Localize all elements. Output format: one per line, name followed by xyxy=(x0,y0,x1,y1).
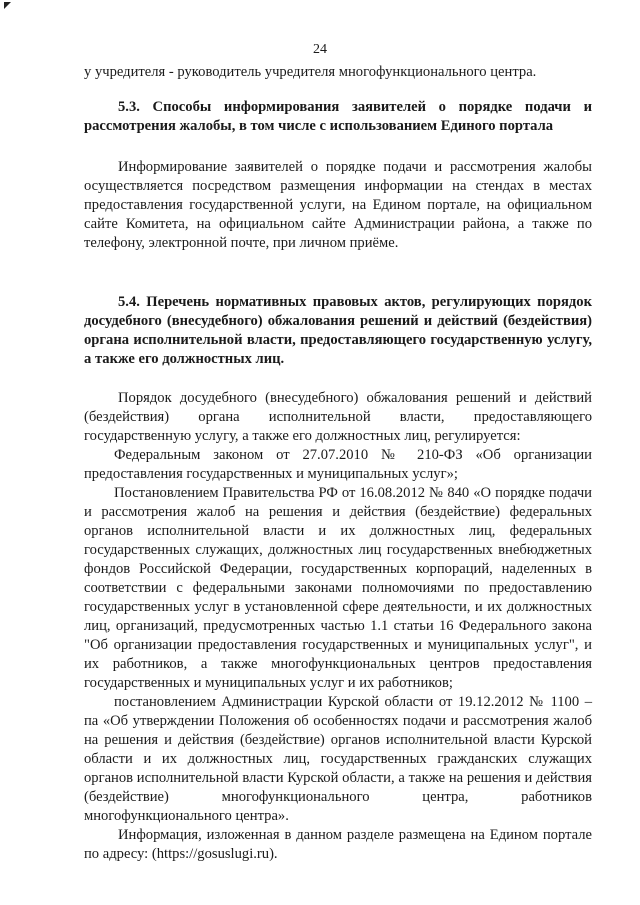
paragraph-intro: у учредителя - руководитель учредителя многофункционального центра. xyxy=(84,64,537,80)
paragraph-info-location xyxy=(84,826,592,864)
paragraph-federal-law: Федеральным законом от 27.07.2010 № 210-ФЗ «Об организации предоставления государственных и муниципальных услуг»; xyxy=(84,447,592,482)
gosuslugi-link[interactable]: https://gosuslugi.ru xyxy=(156,846,270,862)
info-prefix: Информация, изложенная в данном разделе размещена на Едином портале по адресу: ( xyxy=(84,827,592,862)
paragraph-regional-decree: постановлением Администрации Курской области от 19.12.2012 № 1100 – па «Об утверждении Положения об особенностях подачи и рассмотрения жалоб на решения и действия (бездействие) органов исполнительной власти Курской области и их должностных лиц, государственных гражданских служащих органов исполнительной власти Курской области, а также на решения и действия (бездействие) многофункционального центра, работников многофункционального центра». xyxy=(84,694,592,824)
paragraph-5-3: Информирование заявителей о порядке подачи и рассмотрения жалобы осуществляется посредством размещения информации на стендах в местах предоставления государственной услуги, на Едином портале, на официальном сайте Комитета, на официальном сайте Администрации района, а также по телефону, электронной почте, при личном приёме. xyxy=(84,159,592,251)
paragraph-5-4-intro: Порядок досудебного (внесудебного) обжалования решений и действий (бездействия) органа исполнительной власти, предоставляющего государственную услугу, а также его должностных лиц, регулируется: xyxy=(84,390,592,444)
document-body xyxy=(84,63,592,864)
heading-5-3: 5.3. Способы информирования заявителей о порядке подачи и рассмотрения жалобы, в том числе с использованием Единого портала xyxy=(84,99,592,134)
scan-corner-mark xyxy=(4,2,11,9)
page-number: 24 xyxy=(313,42,327,57)
heading-5-4: 5.4. Перечень нормативных правовых актов, регулирующих порядок досудебного (внесудебного) обжалования решений и действий (бездействия) органа исполнительной власти, предоставляющего государственную услугу, а также его должностных лиц. xyxy=(84,294,592,367)
paragraph-government-decree: Постановлением Правительства РФ от 16.08.2012 № 840 «О порядке подачи и рассмотрения жалоб на решения и действия (бездействие) федеральных органов исполнительной власти и их должностных лиц, федеральных государственных служащих, должностных лиц государственных внебюджетных фондов Российской Федерации, государственных корпораций, наделенных в соответствии с федеральными законами полномочиями по предоставлению государственных услуг в установленной сфере деятельности, и их должностных лиц, организаций, предусмотренных частью 1.1 статьи 16 Федерального закона "Об организации предоставления государственных и муниципальных услуг", и их работников, а также многофункциональных центров предоставления государственных и муниципальных услуг и их работников; xyxy=(84,485,592,691)
info-suffix: ). xyxy=(269,846,278,862)
